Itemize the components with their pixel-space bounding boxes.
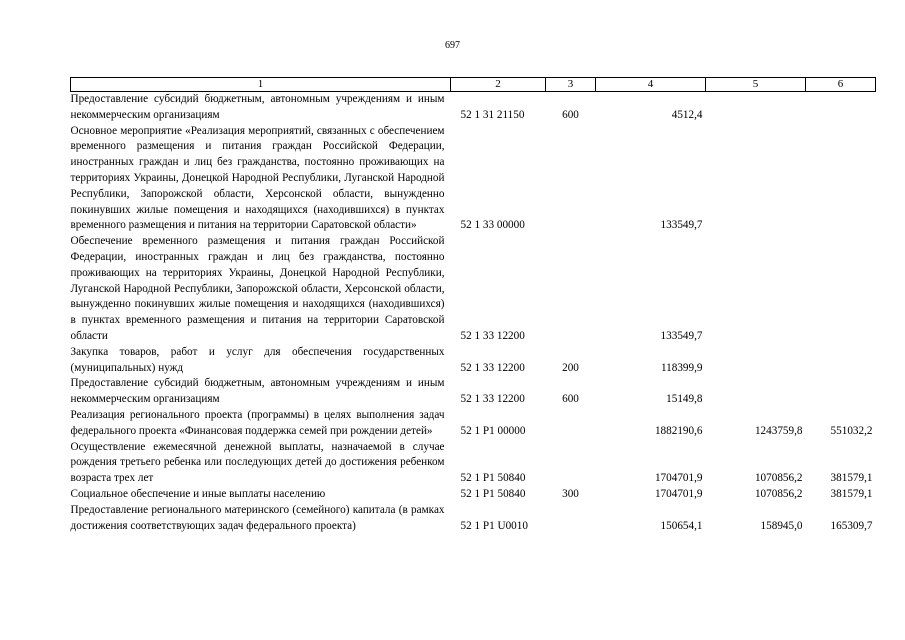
page-number: 697: [445, 40, 460, 51]
header-col-2: 2: [451, 78, 546, 92]
table-row: [71, 440, 876, 487]
row-name: Предоставление субсидий бюджетным, автономным учреждениям и иным некоммерческим организациям: [70, 377, 445, 406]
row-type: 600: [562, 393, 579, 406]
row-value-4: 1704701,9: [654, 472, 703, 485]
row-type: [546, 124, 596, 235]
row-value-4: 150654,1: [660, 519, 703, 532]
table-row: [71, 503, 876, 535]
row-value-5: [706, 124, 806, 235]
row-name: Социальное обеспечение и иные выплаты населению: [70, 487, 326, 500]
row-value-4: 1882190,6: [654, 424, 703, 437]
table-row: [71, 234, 876, 345]
row-value-5: [706, 345, 806, 377]
header-col-4: 4: [596, 78, 706, 92]
row-value-6: 381579,1: [830, 472, 873, 485]
row-value-4: 133549,7: [660, 329, 703, 342]
table-row: [71, 376, 876, 408]
row-code: 52 1 P1 U0010: [460, 519, 528, 532]
row-type: 300: [562, 487, 579, 500]
row-code: 52 1 P1 50840: [460, 472, 526, 485]
row-value-4: 118399,9: [660, 361, 703, 374]
row-code: 52 1 31 21150: [460, 108, 525, 121]
row-value-5: 158945,0: [760, 519, 803, 532]
row-value-4: 4512,4: [671, 108, 703, 121]
header-col-6: 6: [806, 78, 876, 92]
row-name: Реализация регионального проекта (программы) в целях выполнения задач федерального проекта «Финансовая поддержка семей при рождении детей»: [70, 408, 445, 437]
budget-table: [70, 77, 876, 534]
row-type: [546, 408, 596, 440]
row-value-5: [706, 376, 806, 408]
row-code: 52 1 33 12200: [460, 393, 525, 406]
row-value-6: [806, 376, 876, 408]
table-row: [71, 408, 876, 440]
table-row: [71, 487, 876, 503]
row-code: 52 1 P1 00000: [460, 424, 526, 437]
row-name: Закупка товаров, работ и услуг для обеспечения государственных (муниципальных) нужд: [70, 345, 445, 374]
row-value-5: [706, 92, 806, 124]
table-row: [71, 124, 876, 235]
row-name: Обеспечение временного размещения и питания граждан Российской Федерации, иностранных граждан и лиц без гражданства, постоянно проживающих на территориях Украины, Донецкой Народной Республики, Луганской Народной Республики, Запорожской области, Херсонской области, вынужденно покинувших жилые помещения и находящихся (находившихся) в пунктах временного размещения и питания на территории Саратовской области: [70, 235, 445, 342]
row-type: [546, 503, 596, 535]
header-col-5: 5: [706, 78, 806, 92]
row-value-5: 1070856,2: [754, 487, 803, 500]
row-value-6: [806, 124, 876, 235]
row-code: 52 1 33 12200: [460, 361, 525, 374]
row-value-5: 1070856,2: [754, 472, 803, 485]
row-value-4: 1704701,9: [654, 487, 703, 500]
row-value-6: [806, 234, 876, 345]
row-type: 200: [562, 361, 579, 374]
table-row: [71, 92, 876, 124]
row-value-6: [806, 92, 876, 124]
row-value-6: 165309,7: [830, 519, 873, 532]
row-type: [546, 440, 596, 487]
row-name: Предоставление регионального материнского (семейного) капитала (в рамках достижения соответствующих задач федерального проекта): [70, 503, 445, 532]
row-value-4: 133549,7: [660, 219, 703, 232]
row-code: 52 1 33 00000: [460, 219, 525, 232]
row-code: 52 1 P1 50840: [460, 487, 526, 500]
row-name: Предоставление субсидий бюджетным, автономным учреждениям и иным некоммерческим организациям: [70, 93, 445, 121]
table-row: [71, 345, 876, 377]
header-row: [71, 78, 876, 92]
row-code: 52 1 33 12200: [460, 329, 525, 342]
row-value-4: 15149,8: [666, 393, 703, 406]
row-type: 600: [562, 108, 579, 121]
row-value-5: [706, 234, 806, 345]
row-value-5: 1243759,8: [754, 424, 803, 437]
header-col-1: 1: [71, 78, 451, 92]
row-value-6: 551032,2: [830, 424, 873, 437]
row-type: [546, 234, 596, 345]
row-name: Основное мероприятие «Реализация мероприятий, связанных с обеспечением временного размещения и питания граждан Российской Федерации, иностранных граждан и лиц без гражданства, постоянно проживающих на территориях Украины, Донецкой Народной Республики, Луганской Народной Республики, Запорожской области, Херсонской области, вынужденно покинувших жилые помещения и находящихся (находившихся) в пунктах временного размещения и питания на территории Саратовской области»: [70, 124, 445, 232]
row-value-6: [806, 345, 876, 377]
row-name: Осуществление ежемесячной денежной выплаты, назначаемой в случае рождения третьего ребенка или последующих детей до достижения ребенком возраста трех лет: [70, 440, 445, 485]
header-col-3: 3: [546, 78, 596, 92]
row-value-6: 381579,1: [830, 487, 873, 500]
